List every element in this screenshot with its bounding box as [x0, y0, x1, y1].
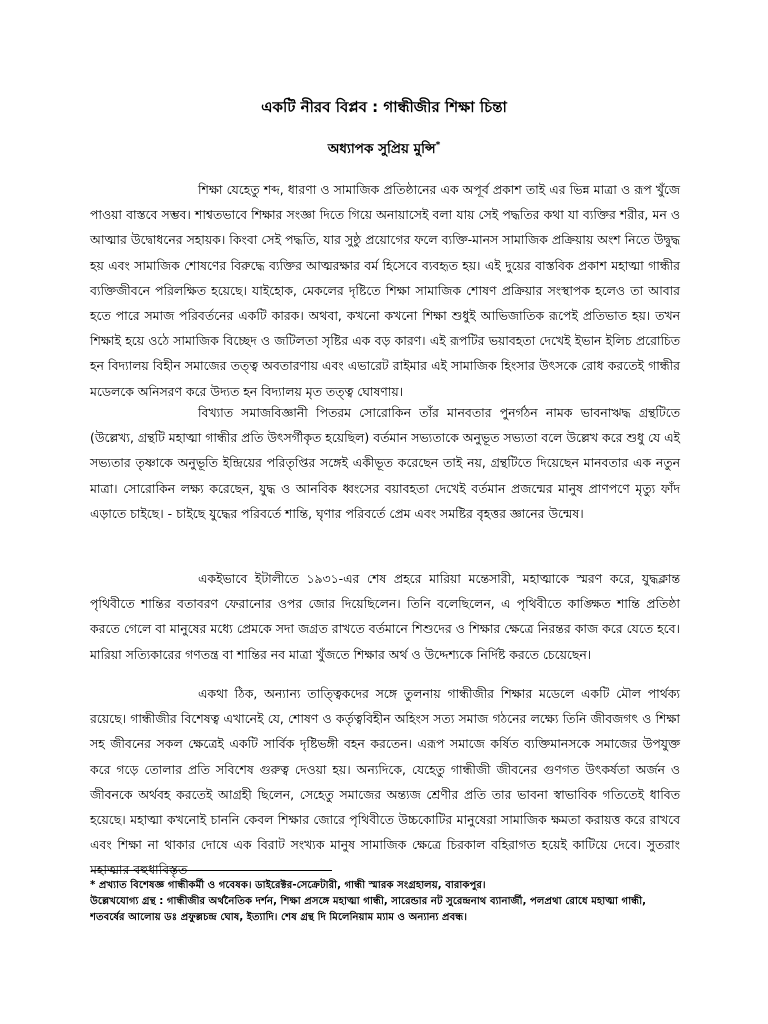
author-name: অধ্যাপক সুপ্রিয় মুন্সি — [327, 141, 436, 157]
paragraph-2 — [90, 400, 680, 526]
article-title: একটি নীরব বিপ্লব : গান্ধীজীর শিক্ষা চিন্তা — [261, 98, 507, 116]
footnote-line-3: শতবর্ষের আলোয় ডঃ প্রফুল্লচন্দ্র ঘোষ, ইত্যাদি। শেষ গ্রন্থ দি মিলেনিয়াম ম্যাম ও অন্যান্য প্রবন্ধ। — [90, 912, 467, 923]
paragraph-2-text: বিখ্যাত সমাজবিজ্ঞানী পিতরম সোরোকিন তাঁর মানবতার পুনর্গঠন নামক ভাবনাঋদ্ধ গ্রন্থটিতে (উল্লেখ্য, গ্রন্থটি মহাত্মা গান্ধীর প্রতি উৎসর্গীকৃত হয়েছিল) বর্তমান সভ্যতাকে অনুভূত সভ্যতা বলে উল্লেখ করে শুধু যে এই সভ্যতার তৃষ্ণাকে অনুভূতি ইন্দ্রিয়ের পরিতৃপ্তির সঙ্গেই একীভূত করেছেন তাই নয়, গ্রন্থটিতে দিয়েছেন মানবতার এক নতুন মাত্রা। সোরোকিন লক্ষ্য করেছেন, যুদ্ধ ও আনবিক ধ্বংসের বয়াবহতা দেখেই বর্তমান প্রজন্মের মানুষ প্রাণপণে মৃত্যু ফাঁদ এড়াতে চাইছে। - চাইছে যুদ্ধের পরিবর্তে শান্তি, ঘৃণার পরিবর্তে প্রেম এবং সমষ্টির বৃহত্তর জ্ঞানের উন্মেষ। — [90, 405, 680, 521]
author-footnote-mark: * — [435, 140, 441, 151]
author-line — [0, 138, 768, 161]
paragraph-3 — [90, 566, 680, 667]
paragraph-1 — [90, 177, 680, 404]
footnote-divider — [92, 870, 332, 871]
footnote-line-2: উল্লেখযোগ্য গ্রন্থ : গান্ধীজীর অর্থনৈতিক দর্শন, শিক্ষা প্রসঙ্গে মহাত্মা গান্ধী, সারেন্ডার নট সুরেন্দ্রনাথ ব্যানার্জী, পলপ্রথা রোধে মহাত্মা গান্ধী, — [90, 896, 647, 907]
footnote — [90, 878, 690, 926]
paragraph-4-text: একথা ঠিক, অন্যান্য তাত্ত্বিকদের সঙ্গে তুলনায় গান্ধীজীর শিক্ষার মডেলে একটি মৌল পার্থক্য রয়েছে। গান্ধীজীর বিশেষত্ব এখানেই যে, শোষণ ও কর্তৃত্ববিহীন অহিংস সত্য সমাজ গঠনের লক্ষ্যে তিনি জীবজগৎ ও শিক্ষা সহ জীবনের সকল ক্ষেত্রেই একটি সার্বিক দৃষ্টিভঙ্গী বহন করতেন। এরূপ সমাজে কর্ষিত ব্যক্তিমানসকে সমাজের উপযুক্ত করে গড়ে তোলার প্রতি সবিশেষ গুরুত্ব দেওয়া হয়। অন্যদিকে, যেহেতু গান্ধীজী জীবনের গুণগত উৎকর্ষতা অর্জন ও জীবনকে অর্থবহ করতেই আগ্রহী ছিলেন, সেহেতু সমাজের অন্ত্যজ শ্রেণীর প্রতি তার ভাবনা স্বাভাবিক গতিতেই ধাবিত হয়েছে। মহাত্মা কখনোই চাননি কেবল শিক্ষার জোরে পৃথিবীতে উচ্চকোটির মানুষেরা সামাজিক ক্ষমতা করায়ত্ত করে রাখবে এবং শিক্ষা না থাকার দোষে এক বিরাট সংখ্যক মানুষ সামাজিক ক্ষেত্রে চিরকাল বহিরাগত হয়েই কাটিয়ে দেবে। সুতরাং মহাত্মার বহুধাবিস্তৃত — [90, 686, 680, 878]
paragraph-3-text: একইভাবে ইটালীতে ১৯৩১-এর শেষ প্রহরে মারিয়া মন্তেসারী, মহাত্মাকে স্মরণ করে, যুদ্ধক্লান্ত পৃথিবীতে শান্তির বতাবরণ ফেরানোর ওপর জোর দিয়েছিলেন। তিনি বলেছিলেন, এ পৃথিবীতে কাঙ্ক্ষিত শান্তি প্রতিষ্ঠা করতে গেলে বা মানুষের মধ্যে প্রেমকে সদা জগ্রত রাখতে বর্তমানে শিশুদের ও শিক্ষার ক্ষেত্রে নিরন্তর কাজ করে যেতে হবে। মারিয়া সত্যিকারের গণতন্ত্র বা শান্তির নব মাত্রা খুঁজতে শিক্ষার অর্থ ও উদ্দেশ্যকে নির্দিষ্ট করতে চেয়েছেন। — [90, 571, 680, 662]
paragraph-4 — [90, 681, 680, 883]
paragraph-1-text: শিক্ষা যেহেতু শব্দ, ধারণা ও সামাজিক প্রতিষ্ঠানের এক অপূর্ব প্রকাশ তাই এর ভিন্ন মাত্রা ও রূপ খুঁজে পাওয়া বাস্তবে সম্ভব। শাশ্বতভাবে শিক্ষার সংজ্ঞা দিতে গিয়ে অনায়াসেই বলা যায় সেই পদ্ধতির কথা যা ব্যক্তির শরীর, মন ও আত্মার উদ্বোধনের সহায়ক। কিংবা সেই পদ্ধতি, যার সুষ্ঠু প্রয়োগের ফলে ব্যক্তি-মানস সামাজিক প্রক্রিয়ায় অংশ নিতে উদ্বুদ্ধ হয় এবং সামাজিক শোষণের বিরুদ্ধে ব্যক্তির আত্মরক্ষার বর্ম হিসেবে ব্যবহৃত হয়। এই দুয়ের বাস্তবিক প্রকাশ মহাত্মা গান্ধীর ব্যক্তিজীবনে পরিলক্ষিত হয়েছে। যাইহোক, মেকলের দৃষ্টিতে শিক্ষা সামাজিক শোষণ প্রক্রিয়ার সংস্থাপক হলেও তা আবার হতে পারে সমাজ পরিবর্তনের একটি কারক। অথবা, কখনো কখনো শিক্ষা শুধুই আভিজাতিক রূপেই প্রতিভাত হয়। তখন শিক্ষাই হয়ে ওঠে সামাজিক বিচ্ছেদ ও জটিলতা সৃষ্টির এক বড় কারণ। এই রূপটির ভয়াবহতা দেখেই ইভান ইলিচ প্ররোচিত হন বিদ্যালয় বিহীন সমাজের তত্ত্ব অবতারণায় এবং এভারেট রাইমার এই সামাজিক হিংসার উৎসকে রোধ করতেই গান্ধীর মডেলকে অনিসরণ করে উদ্যত হন বিদ্যালয় মৃত তত্ত্ব ঘোষণায়। — [90, 182, 680, 399]
footnote-line-1: * প্রখ্যাত বিশেষজ্ঞ গান্ধীকর্মী ও গবেষক। ডাইরেক্টর-সেক্রেটারী, গান্ধী স্মারক সংগ্রহালয়, বারাকপুর। — [90, 880, 486, 891]
